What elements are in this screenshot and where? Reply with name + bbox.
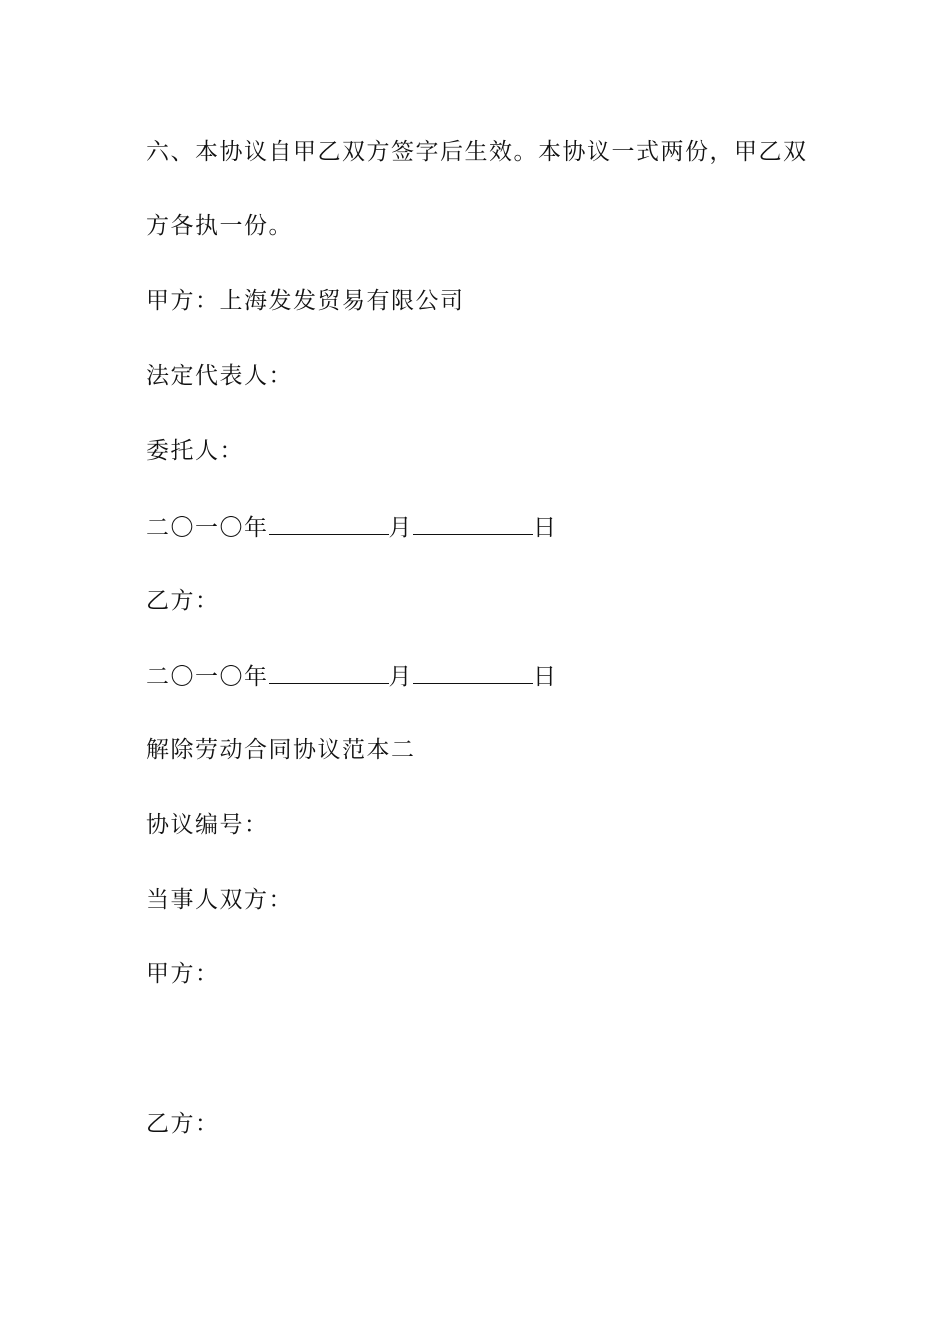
party-b-label: 乙方： (146, 588, 220, 614)
date-line-party-a (146, 510, 558, 544)
party-b-label-2: 乙方： (146, 1111, 220, 1137)
day-blank (413, 510, 533, 535)
date-year-text: 二〇一〇年 (146, 515, 269, 541)
agreement-number-label: 协议编号： (146, 812, 269, 838)
date-day-text: 日 (533, 515, 558, 541)
date-year-text: 二〇一〇年 (146, 664, 269, 690)
date-month-text: 月 (388, 515, 413, 541)
parties-label: 当事人双方： (146, 887, 293, 913)
date-day-text: 日 (533, 664, 558, 690)
day-blank (413, 659, 533, 684)
agent-label: 委托人： (146, 438, 244, 464)
date-month-text: 月 (388, 664, 413, 690)
clause-6-line-2: 方各执一份。 (146, 213, 293, 239)
date-line-party-b (146, 659, 558, 693)
clause-6-line-1: 六、本协议自甲乙双方签字后生效。本协议一式两份，甲乙双 (146, 139, 808, 165)
month-blank (269, 659, 389, 684)
legal-representative-label: 法定代表人： (146, 363, 293, 389)
party-a-label-2: 甲方： (146, 961, 220, 987)
template-two-title: 解除劳动合同协议范本二 (146, 737, 416, 763)
month-blank (269, 510, 389, 535)
party-a-company: 甲方：上海发发贸易有限公司 (146, 288, 465, 314)
